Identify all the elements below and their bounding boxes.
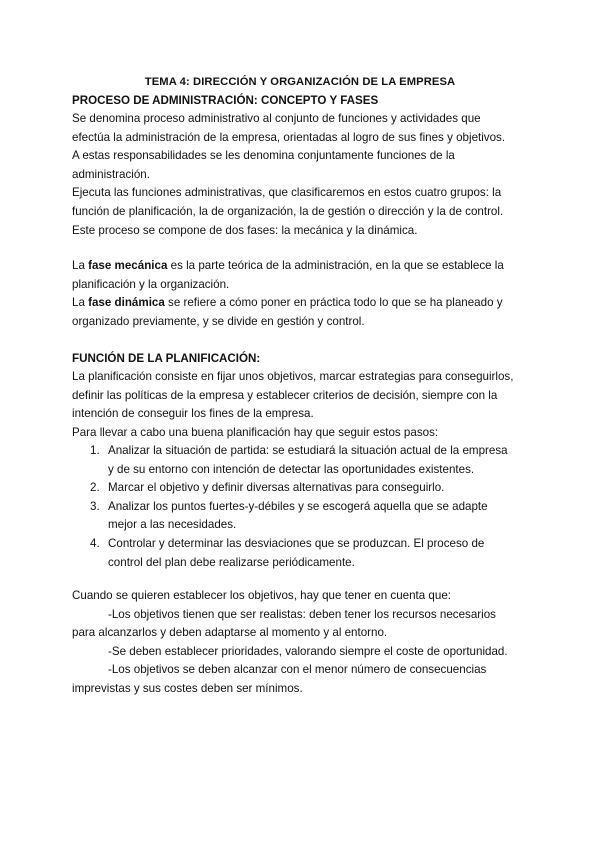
paragraph-line: -Los objetivos se deben alcanzar con el menor número de consecuencias [108, 663, 487, 677]
paragraph-line: Ejecuta las funciones administrativas, que clasificaremos en estos cuatro grupos: la [72, 186, 502, 200]
list-number: 2. [90, 481, 100, 495]
section-planificacion-body [72, 368, 532, 442]
list-number: 3. [90, 499, 100, 513]
list-item [72, 535, 532, 572]
paragraph-line: intención de conseguir los fines de la empresa. [72, 407, 314, 421]
document-title: TEMA 4: DIRECCIÓN Y ORGANIZACIÓN DE LA EMPRESA [144, 76, 456, 88]
list-item [72, 442, 532, 479]
list-item-text: Marcar el objetivo y definir diversas alternativas para conseguirlo. [108, 481, 445, 495]
text-span: se refiere a cómo poner en práctica todo lo que se ha planeado y [164, 296, 503, 310]
paragraph-line: Para llevar a cabo una buena planificación hay que seguir estos pasos: [72, 425, 439, 439]
paragraph-line: imprevistas y sus costes deben ser mínimos. [72, 681, 303, 695]
list-item-text: y de su entorno con intención de detectar las oportunidades existentes. [108, 462, 475, 476]
section-proceso-body [72, 110, 532, 240]
paragraph-line: para alcanzarlos y deben adaptarse al momento y al entorno. [72, 626, 388, 640]
list-item-text: control del plan debe realizarse periódicamente. [108, 555, 355, 569]
paragraph-line: Se denomina proceso administrativo al conjunto de funciones y actividades que [72, 112, 481, 125]
text-span: es la parte teórica de la administración, en la que se establece la [167, 259, 504, 272]
steps-list [72, 442, 532, 572]
section-heading-proceso: PROCESO DE ADMINISTRACIÓN: CONCEPTO Y FASES [72, 94, 379, 107]
section-heading-planificacion: FUNCIÓN DE LA PLANIFICACIÓN: [72, 352, 261, 365]
list-item-text: Analizar la situación de partida: se estudiará la situación actual de la empresa [108, 444, 508, 457]
fase-mecanica-line [72, 257, 532, 276]
list-item [72, 498, 532, 535]
list-item-text: Controlar y determinar las desviaciones que se produzcan. El proceso de [108, 536, 485, 550]
paragraph-line: función de planificación, la de organización, la de gestión o dirección y la de control. [72, 204, 504, 218]
paragraph-line: definir las políticas de la empresa y establecer criterios de decisión, siempre con la [72, 388, 498, 402]
text-span: La [72, 296, 89, 310]
paragraph-line: administración. [72, 167, 150, 181]
text-span: La [72, 259, 89, 272]
list-number: 1. [90, 444, 100, 457]
paragraph-line: organizado previamente, y se divide en gestión y control. [72, 314, 365, 328]
paragraph-line: planificación y la organización. [72, 277, 230, 291]
section-objetivos-body [72, 587, 532, 699]
paragraph-line: efectúa la administración de la empresa, orientadas al logro de sus fines y objetivos. [72, 130, 506, 144]
paragraph-line: Este proceso se compone de dos fases: la mecánica y la dinámica. [72, 223, 418, 237]
list-item [72, 479, 532, 498]
paragraph-line: A estas responsabilidades se les denomina conjuntamente funciones de la [72, 149, 455, 163]
fase-mecanica-term: fase mecánica [88, 259, 168, 272]
paragraph-line: La planificación consiste en fijar unos objetivos, marcar estrategias para conseguirlos, [72, 370, 514, 383]
fase-dinamica-term: fase dinámica [88, 296, 165, 310]
paragraph-line: -Los objetivos tienen que ser realistas: deben tener los recursos necesarios [108, 607, 496, 621]
fase-dinamica-line [72, 294, 532, 313]
list-number: 4. [90, 536, 100, 550]
paragraph-line: Cuando se quieren establecer los objetivos, hay que tener en cuenta que: [72, 589, 451, 602]
fases-paragraph [72, 257, 532, 331]
paragraph-line: -Se deben establecer prioridades, valorando siempre el coste de oportunidad. [108, 644, 508, 658]
list-item-text: mejor a las necesidades. [108, 518, 237, 532]
list-item-text: Analizar los puntos fuertes-y-débiles y se escogerá aquella que se adapte [108, 499, 488, 513]
